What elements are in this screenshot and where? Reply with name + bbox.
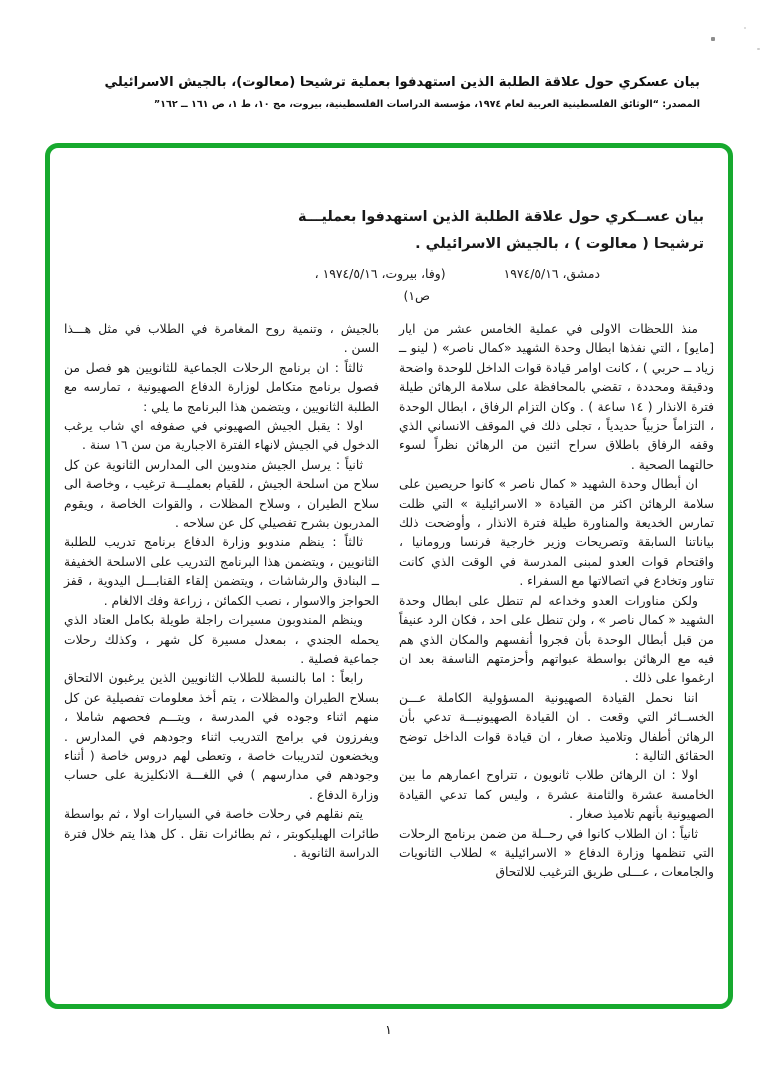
document-header bbox=[55, 74, 700, 110]
statement-title-line1: بيان عســكري حول علاقة الطلبة الذين استهدفوا بعمليـــة bbox=[297, 209, 704, 225]
document-body bbox=[50, 148, 728, 1004]
page-number: ١ bbox=[385, 1022, 392, 1037]
paragraph: اولا : يقبل الجيش الصهيوني في صفوفه اي شاب يرغب الدخول في الجيش لانهاء الفترة الاجبارية من سن ١٦ سنة . bbox=[64, 419, 379, 453]
two-column-text bbox=[64, 320, 714, 883]
dateline-agency: (وفا، بيروت، ١٩٧٤/٥/١٦ ، bbox=[314, 266, 446, 281]
paragraph: ثالثاً : ان برنامج الرحلات الجماعية للثانويين هو فصل من فصول برنامج متكامل لوزارة الدفاع الصهيونية ، تمارسه مع الطلبة الثانويين ، ويتضمن هذا البرنامج ما يلي : bbox=[64, 360, 379, 414]
paragraph: بالجيش ، وتنمية روح المغامرة في الطلاب في مثل هـــذا السن . bbox=[64, 322, 379, 356]
paragraph: ثانياً : ان الطلاب كانوا في رحــلة من ضمن برنامج الرحلات التي تنظمها وزارة الدفاع « الاسرائيلية » لطلاب الثانويات والجامعات ، عـــلى طريق الترغيب للالتحاق bbox=[399, 826, 714, 880]
header-source: المصدر: “الوثائق الفلسطينية العربية لعام ١٩٧٤، مؤسسة الدراسات الفلسطينية، بيروت، مج ١٠، ط ١، ص ١٦١ ــ ١٦٢” bbox=[153, 98, 700, 110]
green-highlight-box bbox=[45, 143, 733, 1009]
statement-title bbox=[264, 204, 704, 258]
paragraph: رابعاً : اما بالنسبة للطلاب الثانويين الذين يرغبون الالتحاق بسلاح الطيران والمظلات ، يتم أخذ معلومات تفصيلية عن كل منهم اثناء وجوده في المدرسة ، ويتـــم فحصهم شاملا ، ويفرزون في برامج التدريب اثناء وجودهم في المدارس . ويخضعون لتدريبات خاصة ، وتعطى لهم دروس خاصة ( أثناء وجودهم في مدارسهم ) في اللغـــة الانكليزية على حساب وزارة الدفاع . bbox=[64, 671, 379, 802]
paragraph: اولا : ان الرهائن طلاب ثانويون ، تتراوح اعمارهم ما بين الخامسة عشرة والثامنة عشرة ، وليس كما تدعي القيادة الصهيونية بأنهم تلاميذ صغار . bbox=[399, 768, 714, 822]
dateline-city-date: دمشق، ١٩٧٤/٥/١٦ bbox=[503, 266, 600, 281]
scan-speck bbox=[711, 37, 715, 41]
paragraph: يتم نقلهم في رحلات خاصة في السيارات اولا ، ثم بواسطة طائرات الهيليكوبتر ، ثم بطائرات نقل . كل هذا يتم خلال فترة الدراسة الثانوية . bbox=[64, 807, 379, 860]
paragraph: ولكن مناورات العدو وخداعه لم تنطل على ابطال وحدة الشهيد « كمال ناصر » ، ولن تنطل على احد ، فكان الرد عنيفاً من قبل أبطال الوحدة بأن فجروا أنفسهم والمكان الذي هم فيه مع الرهائن بواسطة عبواتهم وأحزمتهم الناسفة بعد ان ارغموا على ذلك . bbox=[399, 593, 714, 686]
paragraph: ثانياً : يرسل الجيش مندوبين الى المدارس الثانوية عن كل سلاح من اسلحة الجيش ، للقيام بعمليـــة ترغيب ، وخاصة الى سلاح الطيران ، وسلاح المظلات ، والقوات الخاصة ، ويقوم المدربون بشرح تفصيلي كل عن سلاحه . bbox=[64, 457, 379, 531]
column-right bbox=[399, 320, 714, 883]
dateline-page-ref: ص١) bbox=[403, 288, 430, 303]
scan-speck bbox=[757, 48, 760, 50]
paragraph: ثالثاً : ينظم مندوبو وزارة الدفاع برنامج تدريب للطلبة الثانويين ، ويتضمن هذا البرنامج التدريب على الاسلحة الخفيفة ــ البنادق والرشاشات ، ويتضمن إلقاء القنابـــل اليدوية ، قفز الحواجز والاسوار ، نصب الكمائن ، زراعة وفك الالغام . bbox=[64, 535, 379, 608]
paragraph: وينظم المندوبون مسيرات راجلة طويلة بكامل العتاد الذي يحمله الجندي ، بمعدل مسيرة كل شهر ، وكذلك رحلات جماعية فصلية . bbox=[64, 613, 379, 666]
paragraph: منذ اللحظات الاولى في عملية الخامس عشر من ايار [مايو] ، التي نفذها ابطال وحدة الشهيد «كمال ناصر» ( لينو ــ زياد ــ حربي ) ، كانت اوامر قيادة قوات الداخل للوحدة واضحة ودقيقة ومحددة ، تقضي بالمحافظة على سلامة الرهائن طيلة فترة الانذار ( ١٤ ساعة ) . وكان التزام الرفاق ، ابطال الوحدة ، التزاماً حزبياً حديدياً ، تجلى ذلك في الموقف الانساني الذي وقفه الرفاق باطلاق سراح اثنين من الرهائن نظراً لسوء حالتهما الصحية . bbox=[399, 322, 714, 472]
scan-speck bbox=[744, 27, 746, 29]
paragraph: اننا نحمل القيادة الصهيونية المسؤولية الكاملة عـــن الخســائر التي وقعت . ان القيادة الصهيونيـــة تدعي بأن الرهائن أطفال وتلاميذ صغار ، ان قيادة قوات الداخل توضح الحقائق التالية : bbox=[399, 690, 714, 763]
dateline bbox=[315, 266, 600, 281]
header-title: بيان عسكري حول علاقة الطلبة الذين استهدفوا بعملية ترشيحا (معالوت)، بالجيش الاسرائيلي bbox=[104, 75, 700, 90]
statement-title-line2: ترشيحا ( معالوت ) ، بالجيش الاسرائيلي . bbox=[415, 236, 704, 252]
column-left bbox=[64, 320, 379, 883]
paragraph: ان أبطال وحدة الشهيد « كمال ناصر » كانوا حريصين على سلامة الرهائن اكثر من القيادة « الاسرائيلية » التي ظلت تمارس الخديعة والمناورة طيلة فترة الانذار ، وأوضحت ذلك بياناتنا السابقة وتصريحات وزير خارجية فرنسا ورومانيا ، واقتحام قوات العدو لمبنى المدرسة في الوقت الذي كانت تناور وتخادع في اتصالاتها مع السفراء . bbox=[399, 477, 714, 589]
